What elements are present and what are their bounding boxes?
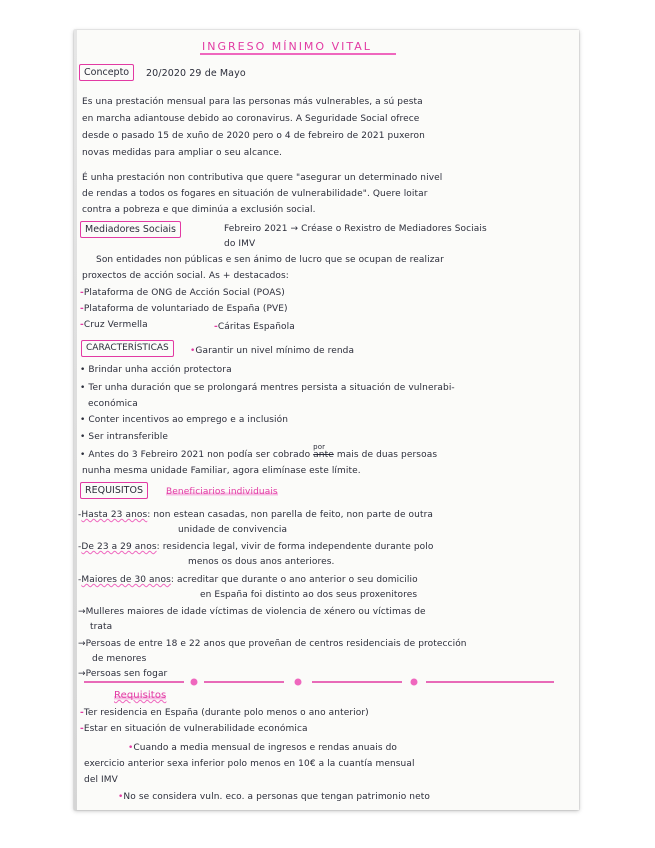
- caracteristica-item: • Ser intransferible: [80, 432, 168, 442]
- concept-p1-line1: Es una prestación mensual para las personas más vulnerables, a sú pesta: [82, 97, 423, 107]
- caracteristicas-box: CARACTERÍSTICAS: [81, 340, 174, 357]
- requisito-row: -Hasta 23 anos: non estean casadas, non parella de feito, non parte de outra: [78, 510, 434, 520]
- mediador-item: -Cáritas Española: [214, 322, 295, 332]
- requisito-arrow: →Persoas de entre 18 e 22 anos que proveñan de centros residenciais de protección: [78, 639, 467, 649]
- requisito-arrow-cont: trata: [90, 622, 113, 632]
- requisito-row: -De 23 a 29 anos: residencia legal, vivir de forma independente durante polo: [78, 542, 434, 552]
- requisitos-sub: Beneficiarios individuais: [166, 487, 278, 497]
- requisito-arrow-cont: de menores: [92, 654, 147, 664]
- page-title: INGRESO MÍNIMO VITAL: [202, 40, 372, 53]
- mediadores-desc-line2: proxectos de acción social. As + destacados:: [82, 271, 289, 281]
- concept-p2-line3: contra a pobreza e que diminúa a exclusión social.: [82, 205, 316, 215]
- mediadores-box: Mediadores Sociais: [80, 221, 181, 238]
- concepto-date: 20/2020 29 de Mayo: [146, 68, 246, 79]
- caracteristica-item-cont: nunha mesma unidade Familiar, agora elimínase este límite.: [82, 466, 361, 476]
- mediadores-note-line1: Febreiro 2021 → Créase o Rexistro de Mediadores Sociais: [224, 224, 487, 234]
- requisito2-sub1-line2: exercicio anterior sexa inferior polo menos en 10€ a la cuantía mensual: [84, 759, 415, 769]
- requisito-arrow: →Mulleres maiores de idade víctimas de violencia de xénero ou víctimas de: [78, 607, 426, 617]
- concepto-box: Concepto: [79, 64, 134, 81]
- concept-p1-line3: desde o pasado 15 de xuño de 2020 pero o 4 de febreiro de 2021 puxeron: [82, 131, 425, 141]
- requisitos2-title: Requisitos: [114, 690, 167, 701]
- requisito-row: -Maiores de 30 anos: acreditar que durante o ano anterior o seu domicilio: [78, 575, 418, 585]
- caracteristica-item: • Brindar unha acción protectora: [80, 365, 232, 375]
- caracteristica-item: • Antes do 3 Febreiro 2021 non podía ser cobrado por ante mais de duas persoas: [80, 443, 438, 460]
- concept-p2-line1: É unha prestación non contributiva que quere "asegurar un determinado nivel: [82, 173, 443, 183]
- caracteristica-item: • Conter incentivos ao emprego e a inclusión: [80, 415, 289, 425]
- requisito2-sub1-line1: •Cuando a media mensual de ingresos e rendas anuais do: [128, 743, 397, 753]
- requisito2-item: -Ter residencia en España (durante polo menos o ano anterior): [80, 708, 369, 718]
- requisito-row-cont: unidade de convivencia: [178, 525, 288, 535]
- mediador-item: -Cruz Vermella: [80, 320, 148, 330]
- requisito-arrow: →Persoas sen fogar: [78, 669, 168, 679]
- requisito2-item: -Estar en situación de vulnerabilidade económica: [80, 724, 308, 734]
- pink-divider: [84, 677, 554, 687]
- title-underline: [200, 53, 396, 55]
- mediador-item: -Plataforma de voluntariado de España (PVE): [80, 304, 288, 314]
- concept-p1-line2: en marcha adiantouse debido ao coronavirus. A Seguridade Social ofrece: [82, 114, 420, 124]
- caracteristica-first: •Garantir un nivel mínimo de renda: [190, 346, 355, 356]
- correction-insert: por: [313, 443, 326, 451]
- requisito-row-cont: en España foi distinto ao dos seus proxenitores: [200, 590, 418, 600]
- requisito2-sub2: •No se considera vuln. eco. a personas que tengan patrimonio neto: [118, 792, 430, 802]
- caracteristica-item-cont: económica: [88, 399, 138, 409]
- mediador-item: -Plataforma de ONG de Acción Social (POAS): [80, 288, 285, 298]
- mediadores-note-line2: do IMV: [224, 239, 256, 249]
- concept-p2-line2: de rendas a todos os fogares en situación de vulnerabilidade". Quere loitar: [82, 189, 428, 199]
- concept-p1-line4: novas medidas para ampliar o seu alcance.: [82, 148, 283, 158]
- requisitos-box: REQUISITOS: [80, 482, 148, 499]
- mediadores-desc-line1: Son entidades non públicas e sen ánimo de lucro que se ocupan de realizar: [96, 255, 444, 265]
- correction-struck: ante: [313, 450, 334, 460]
- caracteristica-item: • Ter unha duración que se prolongará mentres persista a situación de vulnerabi-: [80, 383, 455, 393]
- requisito-row-cont: menos os dous anos anteriores.: [188, 557, 335, 567]
- requisito2-sub1-line3: del IMV: [84, 775, 118, 785]
- notebook-page: [74, 30, 579, 810]
